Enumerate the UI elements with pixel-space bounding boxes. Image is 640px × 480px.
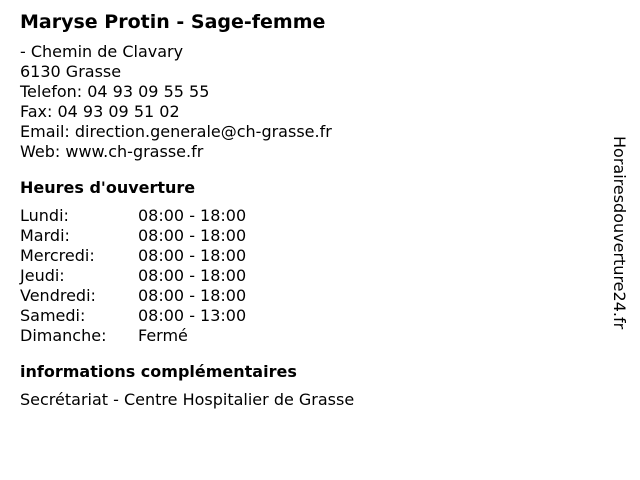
- business-card: [20, 10, 600, 410]
- site-watermark: Horairesdouverture24.fr: [610, 136, 629, 330]
- day-hours: 08:00 - 13:00: [138, 306, 247, 325]
- day-hours: 08:00 - 18:00: [138, 246, 247, 265]
- hours-row: [20, 266, 246, 286]
- website-url: Web: www.ch-grasse.fr: [20, 142, 204, 161]
- day-label: Vendredi:: [20, 286, 96, 305]
- day-label: Samedi:: [20, 306, 86, 325]
- opening-hours-table: [20, 206, 246, 346]
- address-city: 6130 Grasse: [20, 62, 122, 81]
- hours-row: [20, 246, 246, 266]
- phone-number: Telefon: 04 93 09 55 55: [20, 82, 210, 101]
- hours-row: [20, 306, 246, 326]
- hours-row: [20, 226, 246, 246]
- day-label: Jeudi:: [20, 266, 65, 285]
- hours-row: [20, 326, 246, 346]
- contact-block: [20, 42, 600, 162]
- day-hours: 08:00 - 18:00: [138, 206, 247, 225]
- hours-row: [20, 286, 246, 306]
- additional-info-text: Secrétariat - Centre Hospitalier de Grasse: [20, 390, 355, 409]
- day-label: Mercredi:: [20, 246, 95, 265]
- day-hours: Fermé: [138, 326, 188, 345]
- day-label: Mardi:: [20, 226, 70, 245]
- opening-hours-heading: Heures d'ouverture: [20, 178, 196, 197]
- day-hours: 08:00 - 18:00: [138, 266, 247, 285]
- day-label: Lundi:: [20, 206, 69, 225]
- additional-info-heading: informations complémentaires: [20, 362, 297, 381]
- hours-row: [20, 206, 246, 226]
- day-label: Dimanche:: [20, 326, 107, 345]
- fax-number: Fax: 04 93 09 51 02: [20, 102, 180, 121]
- day-hours: 08:00 - 18:00: [138, 286, 247, 305]
- day-hours: 08:00 - 18:00: [138, 226, 247, 245]
- business-title: Maryse Protin - Sage-femme: [20, 11, 326, 33]
- address-street: - Chemin de Clavary: [20, 42, 184, 61]
- email-address: Email: direction.generale@ch-grasse.fr: [20, 122, 332, 141]
